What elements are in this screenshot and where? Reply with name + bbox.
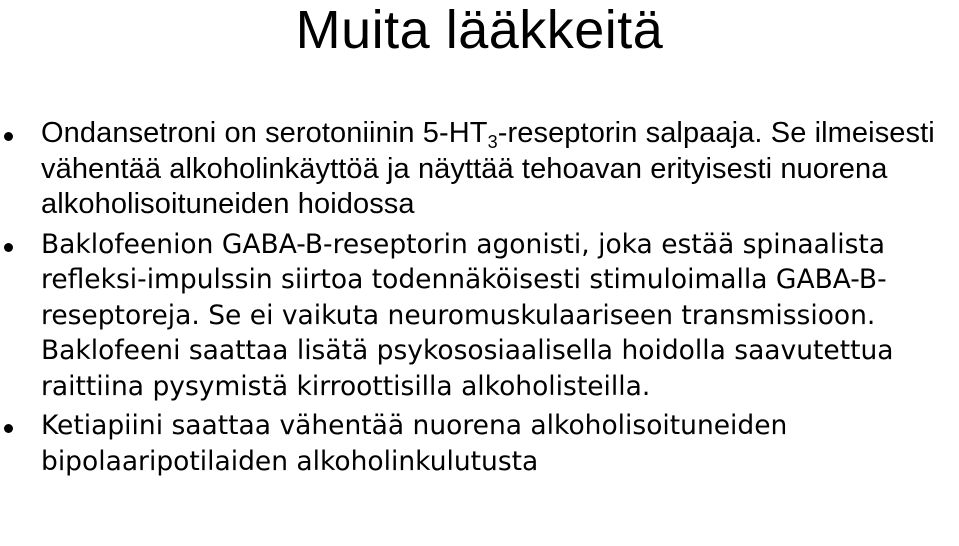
bullet-subscript: 3 [487, 132, 498, 152]
bullet-baclofen [0, 227, 959, 405]
bullet-text: Ondansetroni on serotoniinin 5-HT [41, 117, 488, 149]
bullet-dot-icon [4, 424, 13, 433]
bullet-text-continued: -reseptorin salpaaja. Se ilmeisesti vähentää alkoholinkäyttöä ja näyttää tehoavan erityisesti nuorena alkoholisoituneiden hoidossa [41, 117, 935, 220]
bullet-quetiapine [0, 408, 959, 479]
bullet-text: Ketiapiini saattaa vähentää nuorena alkoholisoituneiden bipolaaripotilaiden alkoholinkulutusta [41, 410, 788, 477]
bullet-dot-icon [4, 132, 13, 141]
bullet-ondansetron [0, 116, 959, 223]
bullet-text: Baklofeenion GABA-B-reseptorin agonisti, joka estää spinaalista refleksi-impulssin siirtoa todennäköisesti stimuloimalla GABA-B-reseptoreja. Se ei vaikuta neuromuskulaariseen transmissioon. Baklofeeni saattaa lisätä psykososiaalisella hoidolla saavutettua raittiina pysymistä kirroottisilla alkoholisteilla. [41, 228, 894, 402]
bullet-dot-icon [4, 243, 13, 252]
bullet-list [0, 116, 959, 479]
slide-title: Muita lääkkeitä [295, 0, 664, 60]
